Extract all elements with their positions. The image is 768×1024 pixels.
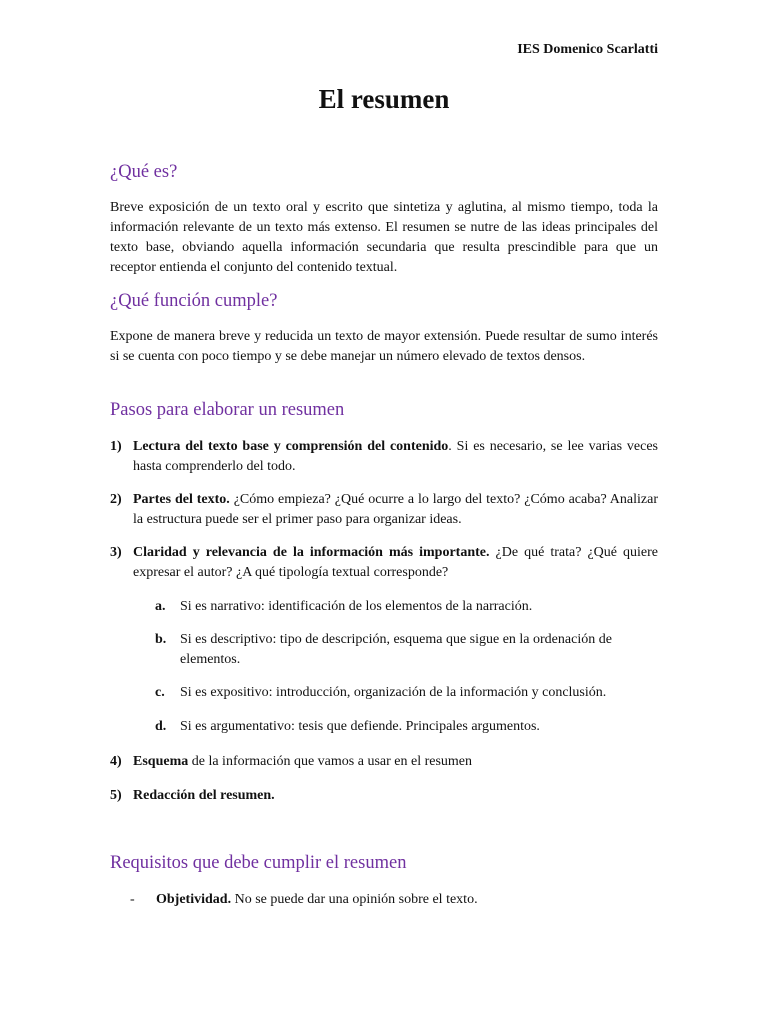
list-item-text: . Si es necesario, se lee varias veces hasta comprenderlo del todo. — [133, 439, 658, 474]
sub-item-letter: b. — [155, 632, 167, 647]
heading-funcion: ¿Qué función cumple? — [110, 291, 278, 311]
list-item-paso-2 — [110, 490, 658, 530]
sub-item-d — [155, 717, 658, 737]
list-item-bold: Lectura del texto base y comprensión del contenido — [133, 439, 449, 454]
list-number: 1) — [110, 439, 122, 454]
list-item-paso-4 — [110, 752, 658, 772]
list-number: 2) — [110, 492, 122, 507]
list-item-text: de la información que vamos a usar en el resumen — [188, 754, 473, 769]
list-item-text: ¿Cómo empieza? ¿Qué ocurre a lo largo del texto? ¿Cómo acaba? Analizar la estructura puede ser el primer paso para organizar ideas. — [133, 492, 658, 527]
list-number: 4) — [110, 754, 122, 769]
sub-item-letter: d. — [155, 719, 167, 734]
list-item-text: ¿De qué trata? ¿Qué quiere expresar el autor? ¿A qué tipología textual corresponde? — [133, 545, 658, 580]
sub-item-b — [155, 630, 658, 670]
list-item-paso-5 — [110, 786, 658, 806]
list-item-bold: Redacción del resumen. — [133, 788, 275, 803]
list-item-bold: Objetividad. — [156, 892, 232, 907]
list-item-bold: Partes del texto. — [133, 492, 230, 507]
heading-requisitos: Requisitos que debe cumplir el resumen — [110, 853, 407, 873]
list-item-paso-1 — [110, 437, 658, 477]
sub-item-text: Si es expositivo: introducción, organización de la información y conclusión. — [180, 685, 607, 700]
heading-que-es: ¿Qué es? — [110, 162, 178, 182]
list-dash: - — [130, 892, 135, 907]
sub-item-text: Si es descriptivo: tipo de descripción, esquema que sigue en la ordenación de elementos. — [180, 632, 612, 667]
list-item-paso-3 — [110, 543, 658, 583]
paragraph-que-es: Breve exposición de un texto oral y escrito que sintetiza y aglutina, al mismo tiempo, toda la información relevante de un texto más extenso. El resumen se nutre de las ideas principales del texto base, obviando aquella información secundaria que resulta prescindible para que un receptor entienda el conjunto del contenido textual. — [110, 200, 658, 275]
heading-pasos: Pasos para elaborar un resumen — [110, 400, 345, 420]
paragraph-funcion: Expone de manera breve y reducida un texto de mayor extensión. Puede resultar de sumo interés si se cuenta con poco tiempo y se debe manejar un número elevado de textos densos. — [110, 329, 658, 364]
document-title: El resumen — [318, 84, 450, 114]
sub-item-letter: a. — [155, 599, 166, 614]
sub-item-letter: c. — [155, 685, 165, 700]
sub-item-text: Si es argumentativo: tesis que defiende. Principales argumentos. — [180, 719, 540, 734]
school-header: IES Domenico Scarlatti — [517, 42, 658, 57]
sub-item-text: Si es narrativo: identificación de los elementos de la narración. — [180, 599, 533, 614]
list-number: 3) — [110, 545, 122, 560]
list-item-bold: Claridad y relevancia de la información más importante. — [133, 545, 490, 560]
list-item-bold: Esquema — [133, 754, 189, 769]
sub-item-c — [155, 683, 658, 703]
list-item-objetividad — [130, 890, 658, 910]
sub-item-a — [155, 597, 658, 617]
list-item-text: No se puede dar una opinión sobre el texto. — [231, 892, 478, 907]
list-number: 5) — [110, 788, 122, 803]
